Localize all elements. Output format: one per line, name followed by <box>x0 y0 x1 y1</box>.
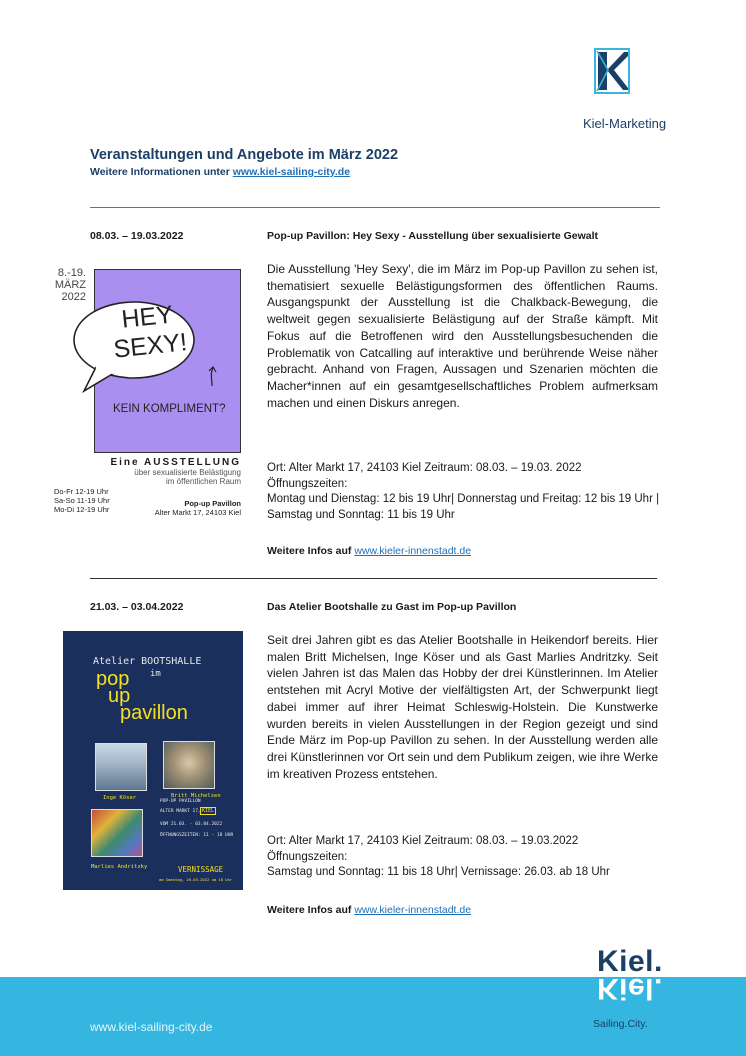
poster-1-hours-1: Do-Fr 12-19 Uhr <box>54 487 109 496</box>
poster-2-info-1: POP-UP PAVILLON <box>160 799 201 804</box>
poster-1-subtitle <box>94 468 241 486</box>
event-1-more-link[interactable]: www.kieler-innenstadt.de <box>354 545 472 557</box>
page-title: Veranstaltungen und Angebote im März 2022 <box>90 147 399 163</box>
poster-2-vernissage: VERNISSAGE <box>178 865 224 874</box>
painting-abstract-image <box>91 809 143 857</box>
event-1-more-info <box>267 545 471 557</box>
poster-1-subtitle-line2: im öffentlichen Raum <box>166 477 241 486</box>
event-1-hours: Montag und Dienstag: 12 bis 19 Uhr| Donnerstag und Freitag: 12 bis 19 Uhr | Samstag und Sonntag: 11 bis 19 Uhr <box>267 493 660 521</box>
subtitle-link[interactable]: www.kiel-sailing-city.de <box>232 166 351 178</box>
kiel-marketing-logo-text: Kiel-Marketing <box>583 116 667 131</box>
arrow-up-icon <box>205 365 219 387</box>
event-2-poster <box>63 631 243 890</box>
event-1-hours-label: Öffnungszeiten: <box>267 477 348 490</box>
kiel-logo-tagline: Sailing.City. <box>593 1018 648 1030</box>
poster-2-pavillon: pavillon <box>120 702 188 724</box>
poster-2-artist-3: Marlies Andritzky <box>91 864 148 870</box>
kiel-marketing-logo <box>583 48 677 134</box>
poster-2-artist-2: Britt Michelsen <box>171 793 221 799</box>
event-2-more-label: Weitere Infos auf <box>267 904 352 916</box>
event-2-date: 21.03. – 03.04.2022 <box>90 601 184 613</box>
event-1-title: Pop-up Pavillon: Hey Sexy - Ausstellung über sexualisierte Gewalt <box>267 230 599 242</box>
event-2-hours: Samstag und Sonntag: 11 bis 18 Uhr| Vernissage: 26.03. ab 18 Uhr <box>267 866 610 878</box>
poster-1-headline <box>109 299 188 364</box>
poster-1-date-year: 2022 <box>61 291 86 303</box>
painting-sailboat-image <box>95 743 147 791</box>
event-divider <box>90 578 657 579</box>
poster-1-place <box>134 499 241 517</box>
poster-1-sexy: SEXY! <box>112 328 189 364</box>
poster-2-atelier: Atelier BOOTSHALLE <box>93 656 202 667</box>
kiel-logo-mirror: Kiel. <box>597 972 663 1005</box>
header-divider <box>90 207 660 208</box>
poster-1-hours <box>54 487 110 514</box>
poster-2-info-2: ALTER MARKT 17, <box>160 809 201 814</box>
poster-1-hey: HEY <box>120 300 175 334</box>
poster-2-artist-1: Inge Köser <box>103 795 137 801</box>
poster-1-date-month: MÄRZ <box>54 279 86 291</box>
poster-1-hours-3: Mo-Di 12-19 Uhr <box>54 505 110 514</box>
poster-2-pop: pop <box>96 668 130 690</box>
poster-2-info-3: VOM 21.03. - 03.04.2022 <box>160 822 223 827</box>
event-2-location: Ort: Alter Markt 17, 24103 Kiel Zeitraum: 08.03. – 19.03.2022 <box>267 835 579 847</box>
event-2-hours-label: Öffnungszeiten: <box>267 850 348 863</box>
poster-2-pop-up-pavillon <box>96 668 188 724</box>
poster-1-kompliment: KEIN KOMPLIMENT? <box>113 403 226 415</box>
event-1-description: Die Ausstellung 'Hey Sexy', die im März im Pop-up Pavillon zu sehen ist, thematisiert sexuelle Belästigungsformen des öffentlichen Raums. Ausgangspunkt der Ausstellung ist die Chalkback-Bewegung, die weltweit gegen sexualisierte Belästigung auf der Straße kämpft. Mit Fokus auf die Betroffenen wird den Ausstellungsbesuchenden die Problematik von Catcalling auf interaktive und berührende Weise näher gebracht. Anhand von Fragen, Aussagen und Szenarien möchten die Macher*innen auf ein gesamtgesellschaftliches Problem aufmerksam machen und einen Diskurs anregen. <box>267 262 658 410</box>
poster-1-place-name: Pop-up Pavillon <box>184 499 241 508</box>
poster-1-eine-ausstellung: Eine AUSSTELLUNG <box>110 457 241 468</box>
poster-1-subtitle-line1: über sexualisierte Belästigung <box>134 468 241 477</box>
event-1-location: Ort: Alter Markt 17, 24103 Kiel Zeitraum: 08.03. – 19.03. 2022 <box>267 462 582 474</box>
event-1-more-label: Weitere Infos auf <box>267 545 352 557</box>
poster-2-vernissage-date: am Samstag, 26.03.2022 um 18 Uhr <box>159 877 233 882</box>
poster-2-info-4: ÖFFNUNGSZEITEN: 11 - 18 UHR <box>160 833 234 838</box>
kiel-sailing-city-logo <box>587 945 687 1035</box>
event-2-more-link[interactable]: www.kieler-innenstadt.de <box>354 904 472 916</box>
kiel-marketing-k-icon <box>594 48 630 94</box>
poster-1-place-address: Alter Markt 17, 24103 Kiel <box>154 508 241 517</box>
event-2-title: Das Atelier Bootshalle zu Gast im Pop-up Pavillon <box>267 601 517 613</box>
event-2-info <box>267 834 660 881</box>
event-1-poster <box>54 265 244 520</box>
poster-1-hours-2: Sa-So 11-19 Uhr <box>54 496 110 505</box>
painting-jellyfish-image <box>163 741 215 789</box>
event-1-date: 08.03. – 19.03.2022 <box>90 230 184 242</box>
footer-url[interactable]: www.kiel-sailing-city.de <box>90 1020 213 1034</box>
page-subtitle <box>90 166 350 178</box>
subtitle-prefix: Weitere Informationen unter <box>90 166 233 178</box>
poster-2-kiel-badge: KIEL <box>202 808 215 814</box>
poster-1-date-day: 8.-19. <box>57 267 86 279</box>
kiel-logo-word: Kiel. <box>597 945 663 978</box>
poster-2-up: up <box>108 685 131 707</box>
event-1-info <box>267 461 660 523</box>
event-2-more-info <box>267 904 471 916</box>
poster-2-im: im <box>150 669 161 679</box>
event-2-description: Seit drei Jahren gibt es das Atelier Bootshalle in Heikendorf bereits. Hier malen Britt Michelsen, Inge Köser und als Gast Marlies Andritzky. Seit vielen Jahren ist das Malen das Hobby der drei Künstlerinnen. Im Atelier entstehen mit Acryl Motive der vielfältigsten Art, der Schwerpunkt liegt dabei immer auf ihrer Heimat Schleswig-Holstein. Die Kunstwerke wurden bereits in vielen Ausstellungen in der Region gezeigt und sind Ende März im Pop-up Pavillon zu sehen. In der Ausstellung werden alle drei Künstlerinnen vor Ort sein und dem Publikum zeigen, wie ihre Werke im kreativen Prozess entstehen. <box>267 633 658 781</box>
